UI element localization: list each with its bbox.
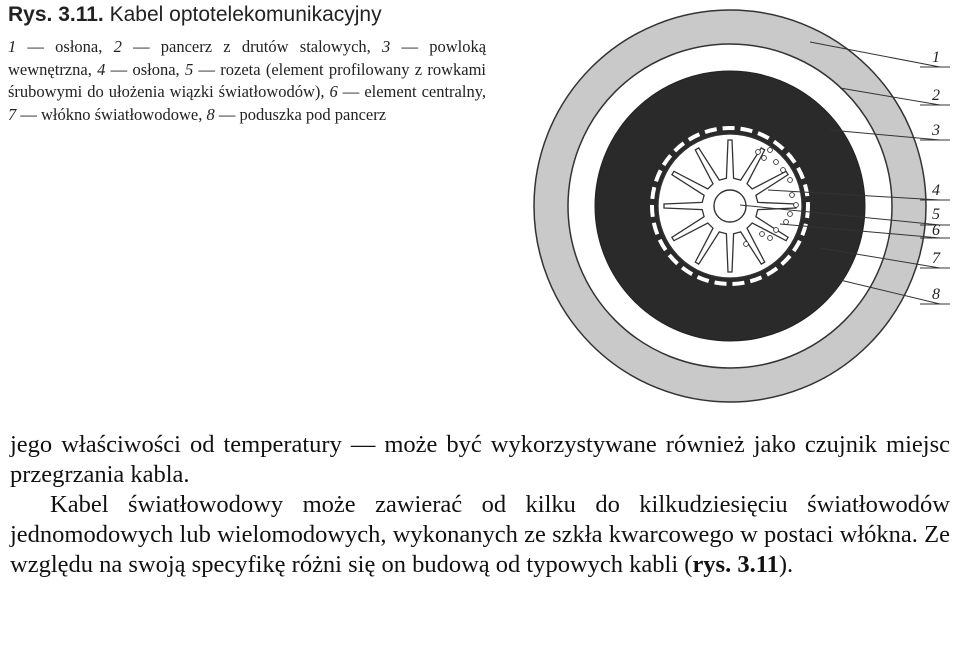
caption-figure-title: Kabel optotelekomunikacyjny xyxy=(109,3,382,26)
legend-number: 5 xyxy=(184,59,194,79)
paragraph-end: ). xyxy=(778,551,794,578)
callout-2: 2 xyxy=(932,87,940,104)
legend-number: 1 xyxy=(8,37,17,56)
legend-text: rozeta (element profilowany z rowkami śrubowymi do ułożenia wiązki światłowodów) xyxy=(8,59,487,101)
callout-4: 4 xyxy=(932,182,940,199)
optical-fibre xyxy=(781,168,786,173)
body-text xyxy=(10,430,950,580)
figure-caption xyxy=(8,2,486,126)
optical-fibre xyxy=(774,160,779,165)
legend-number: 3 xyxy=(382,37,391,56)
callout-1: 1 xyxy=(932,49,940,66)
optical-fibre xyxy=(744,242,749,247)
optical-fibre xyxy=(788,212,793,217)
legend-number: 6 xyxy=(329,82,338,101)
caption-title xyxy=(8,2,486,28)
callout-5: 5 xyxy=(932,206,940,223)
legend-text: element centralny xyxy=(364,82,482,101)
callout-8: 8 xyxy=(932,286,940,303)
paragraph xyxy=(10,490,950,580)
legend-number: 2 xyxy=(113,37,122,56)
optical-fibre xyxy=(784,220,789,225)
legend-text: poduszka pod pancerz xyxy=(239,104,387,124)
optical-fibre xyxy=(760,232,765,237)
figure-reference: rys. 3.11 xyxy=(692,551,779,578)
optical-fibre xyxy=(768,236,773,241)
central-element xyxy=(714,190,746,222)
callout-6: 6 xyxy=(932,222,940,239)
cable-cross-section-figure xyxy=(500,0,960,410)
callout-3: 3 xyxy=(932,122,940,139)
optical-fibre xyxy=(794,203,799,208)
optical-fibre xyxy=(762,156,767,161)
paragraph-text: Kabel światłowodowy może zawierać od kilku do kilkudziesięciu światłowodów jednomodowych lub wielomodowych, wykonanych ze szkła kwarcowego w postaci włókna. Ze względu na swoją specyfikę różni się on budową od typowych kabli ( xyxy=(10,491,950,578)
legend-text: powloką wewnętrzna xyxy=(8,37,487,79)
legend-text: osłona xyxy=(132,59,176,79)
optical-fibre xyxy=(768,148,773,153)
optical-fibre xyxy=(774,228,779,233)
callout-7: 7 xyxy=(932,250,940,267)
caption-figure-number: Rys. 3.11. xyxy=(8,3,104,26)
cable-cross-section-drawing xyxy=(500,0,960,410)
legend-number: 4 xyxy=(97,59,106,79)
legend-text: włókno światłowodowe xyxy=(41,104,199,124)
optical-fibre xyxy=(790,193,795,198)
legend-text: pancerz z drutów stalowych xyxy=(160,37,367,56)
legend-number: 8 xyxy=(206,104,215,124)
caption-legend: 1 — osłona, 2 — pancerz z drutów stalowych, 3 — powloką wewnętrzna, 4 — osłona, 5 — rozeta (element profilowany z rowkami śrubowymi do ułożenia wiązki światłowodów), 6 — element centralny, 7 — włókno światłowodowe, 8 — poduszka pod pancerz xyxy=(8,37,487,124)
optical-fibre xyxy=(788,178,793,183)
legend-text: osłona xyxy=(55,37,99,56)
paragraph: jego właściwości od temperatury — może być wykorzystywane również jako czujnik miejsc przegrzania kabla. xyxy=(10,431,950,488)
optical-fibre xyxy=(756,150,761,155)
legend-number: 7 xyxy=(8,104,17,124)
